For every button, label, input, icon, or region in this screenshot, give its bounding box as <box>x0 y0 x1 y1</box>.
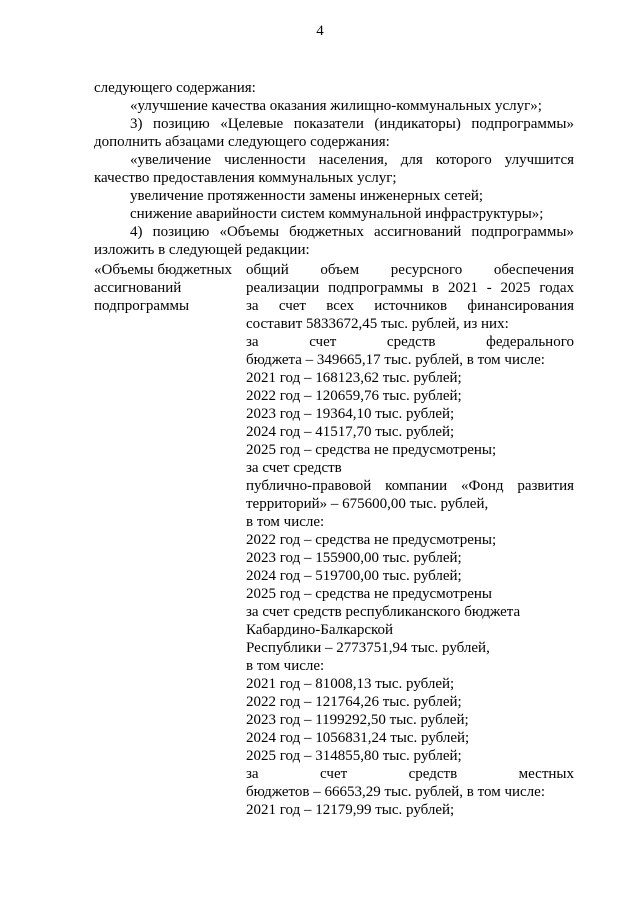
table-right-line: в том числе: <box>246 658 325 674</box>
table-right-line: 2025 год – средства не предусмотрены <box>246 586 492 602</box>
paragraph-line: качество предоставления коммунальных услуг; <box>94 170 397 186</box>
table-right-line: 2025 год – средства не предусмотрены; <box>246 442 497 458</box>
table-right-line: 2023 год – 1199292,50 тыс. рублей; <box>246 712 469 728</box>
table-right-line: 2023 год – 155900,00 тыс. рублей; <box>246 550 462 566</box>
table-right-line: Республики – 2773751,94 тыс. рублей, <box>246 640 490 656</box>
table-right-line: за счет средств <box>246 460 342 476</box>
table-right-line: 2022 год – 121764,26 тыс. рублей; <box>246 694 462 710</box>
table-right-line: бюджетов – 66653,29 тыс. рублей, в том числе: <box>246 784 545 800</box>
table-right-line: за счет средств местных <box>246 766 574 782</box>
table-right-line: 2024 год – 41517,70 тыс. рублей; <box>246 424 455 440</box>
table-right-line: Кабардино-Балкарской <box>246 622 394 638</box>
table-right-line: 2023 год – 19364,10 тыс. рублей; <box>246 406 455 422</box>
table-right-line: реализации подпрограммы в 2021 - 2025 годах <box>246 280 574 296</box>
paragraph-line: «увеличение численности населения, для которого улучшится <box>130 152 574 168</box>
intro-text <box>94 79 574 259</box>
table-right-line: 2025 год – 314855,80 тыс. рублей; <box>246 748 462 764</box>
paragraph-line: дополнить абзацами следующего содержания: <box>94 134 390 150</box>
table-right-line: 2021 год – 12179,99 тыс. рублей; <box>246 802 455 818</box>
table-left-column <box>94 261 242 315</box>
table-left-line: «Объемы бюджетных <box>94 262 233 278</box>
table-left-line: подпрограммы <box>94 298 190 314</box>
page-number: 4 <box>316 23 324 39</box>
paragraph-line: следующего содержания: <box>94 80 256 96</box>
table-right-line: 2022 год – средства не предусмотрены; <box>246 532 497 548</box>
paragraph-line: увеличение протяженности замены инженерных сетей; <box>130 188 484 204</box>
table-right-line: территорий» – 675600,00 тыс. рублей, <box>246 496 489 512</box>
table-right-line: в том числе: <box>246 514 325 530</box>
paragraph-line: 4) позицию «Объемы бюджетных ассигнований подпрограммы» <box>130 224 574 240</box>
paragraph-line: изложить в следующей редакции: <box>94 242 310 258</box>
paragraph-line: снижение аварийности систем коммунальной инфраструктуры»; <box>130 206 544 222</box>
table-right-line: 2024 год – 519700,00 тыс. рублей; <box>246 568 462 584</box>
paragraph-line: «улучшение качества оказания жилищно-коммунальных услуг»; <box>130 98 542 114</box>
table-right-column <box>246 261 574 819</box>
table-right-line: общий объем ресурсного обеспечения <box>246 262 574 278</box>
table-right-line: бюджета – 349665,17 тыс. рублей, в том числе: <box>246 352 545 368</box>
table-left-line: ассигнований <box>94 280 182 296</box>
table-right-line: за счет средств федерального <box>246 334 574 350</box>
table-right-line: 2024 год – 1056831,24 тыс. рублей; <box>246 730 470 746</box>
table-right-line: 2021 год – 81008,13 тыс. рублей; <box>246 676 455 692</box>
table-right-line: публично-правовой компании «Фонд развития <box>246 478 574 494</box>
table-right-line: 2021 год – 168123,62 тыс. рублей; <box>246 370 462 386</box>
table-right-line: составит 5833672,45 тыс. рублей, из них: <box>246 316 509 332</box>
table-right-line: за счет средств республиканского бюджета <box>246 604 521 620</box>
table-right-line: за счет всех источников финансирования <box>246 298 574 314</box>
paragraph-line: 3) позицию «Целевые показатели (индикаторы) подпрограммы» <box>130 116 574 132</box>
table-right-line: 2022 год – 120659,76 тыс. рублей; <box>246 388 462 404</box>
